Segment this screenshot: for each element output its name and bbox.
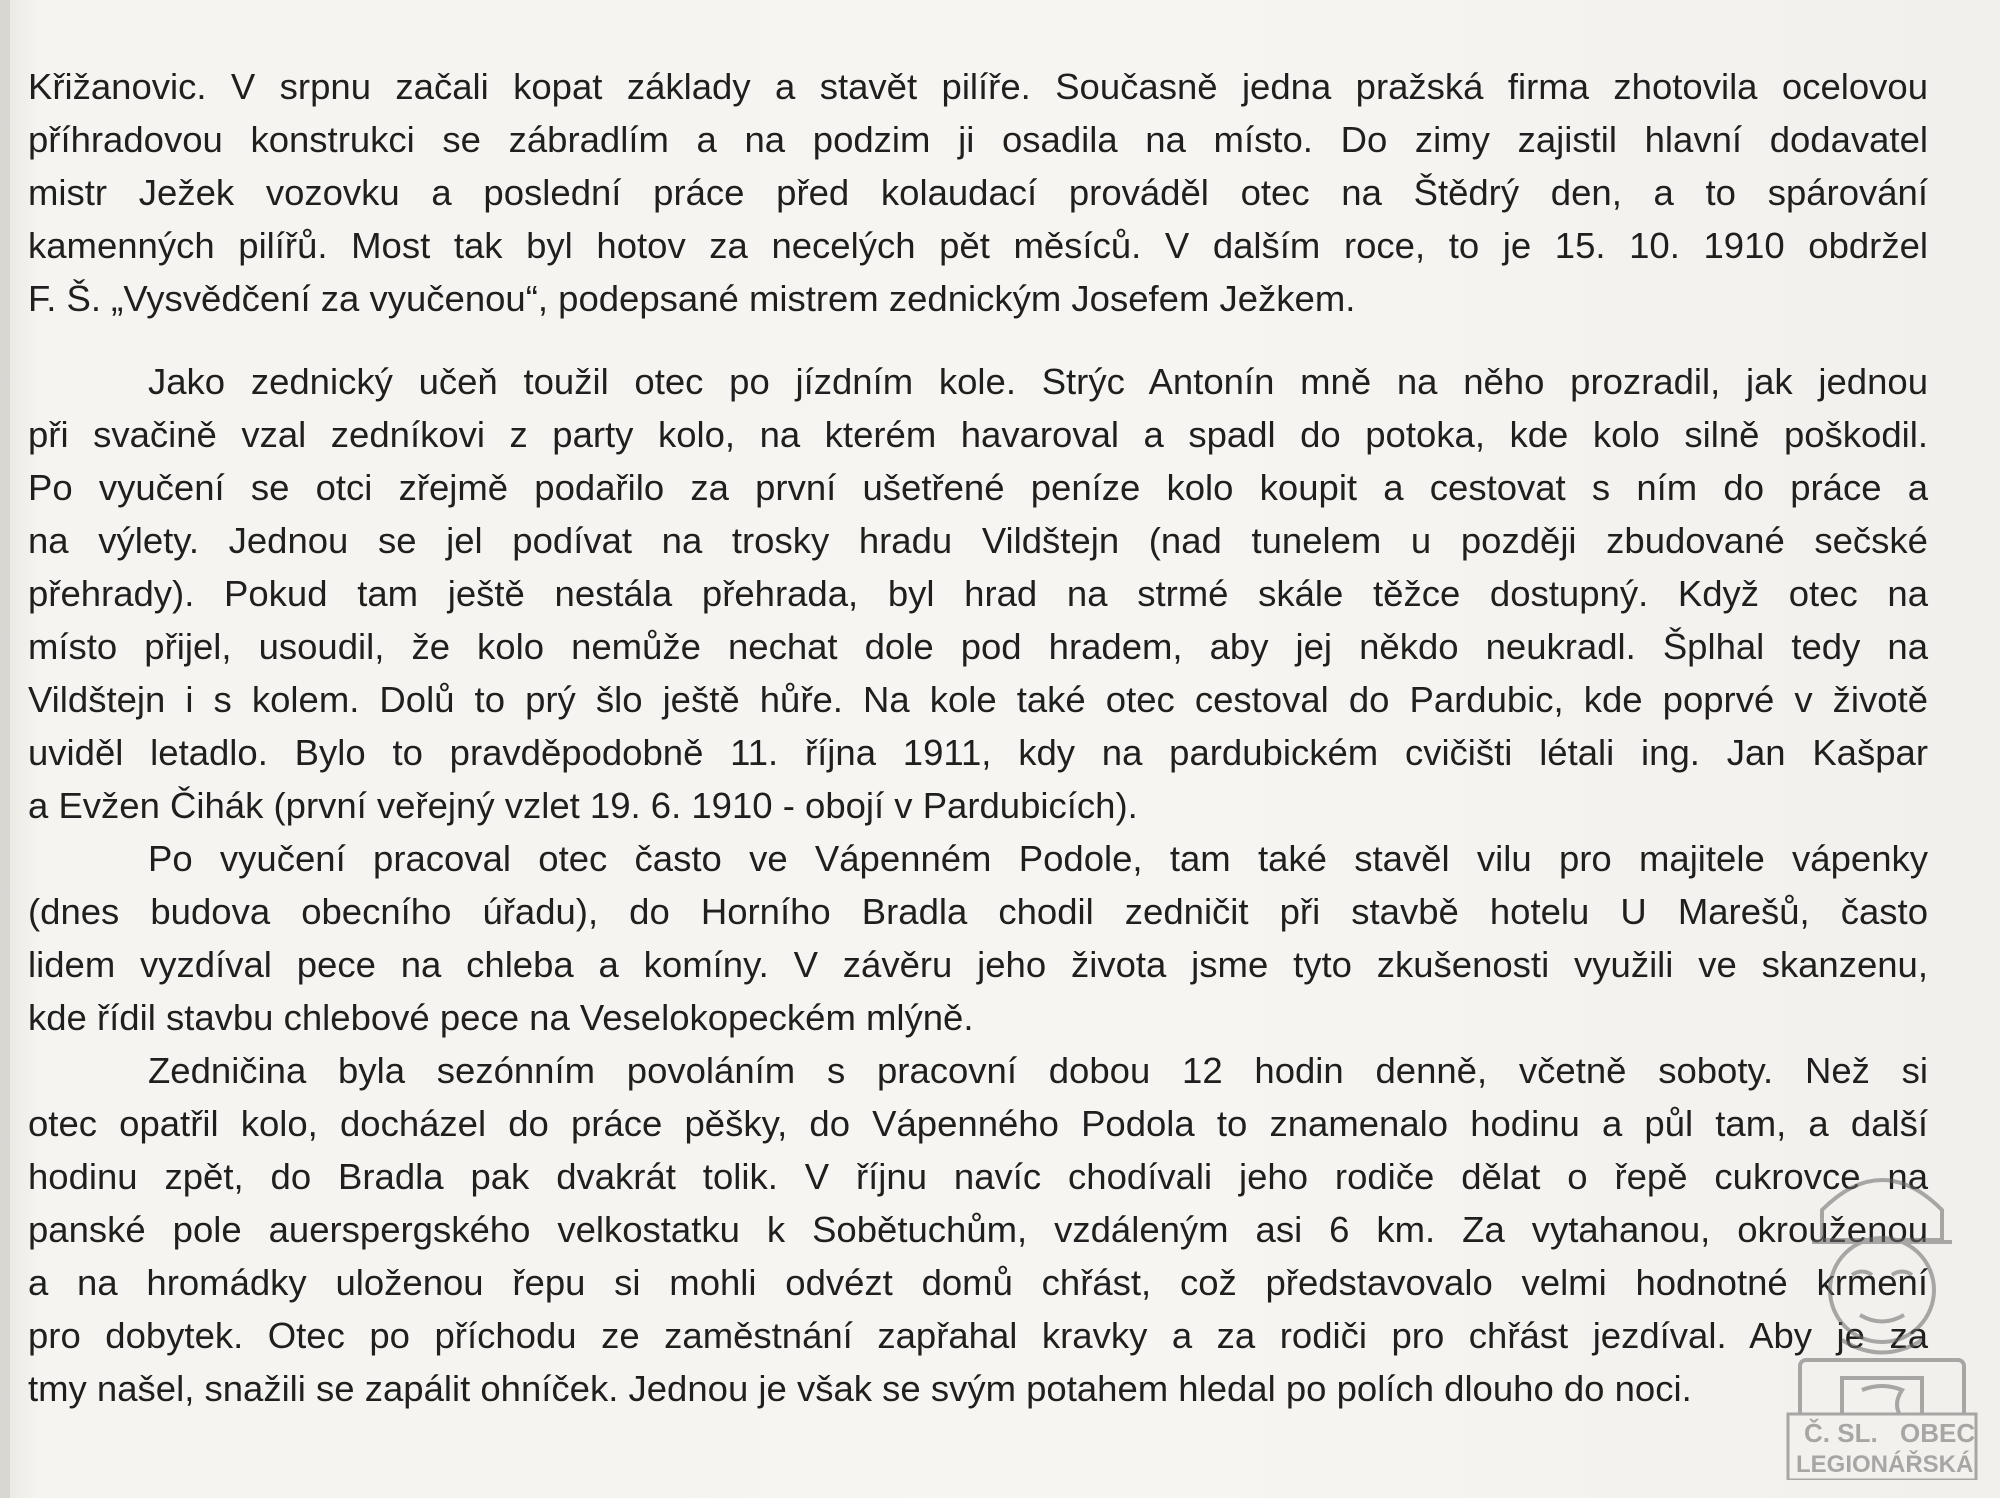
stamp-text-legionarska: LEGIONÁŘSKÁ bbox=[1796, 1451, 1974, 1478]
text-line: panské pole auerspergského velkostatku k Sobětuchům, vzdáleným asi 6 km. Za vytahanou, okrouženou bbox=[28, 1209, 1928, 1250]
text-line: F. Š. „Vysvědčení za vyučenou“, podepsané mistrem zednickým Josefem Ježkem. bbox=[28, 278, 1356, 319]
stamp-text-csl: Č. SL. bbox=[1804, 1418, 1878, 1448]
text-line: tmy našel, snažili se zapálit ohníček. Jednou je však se svým potahem hledal po polích dlouho do noci. bbox=[28, 1368, 1692, 1409]
text-line: Po vyučení se otci zřejmě podařilo za první ušetřené peníze kolo koupit a cestovat s ním do práce a bbox=[28, 467, 1928, 508]
paragraph-2 bbox=[28, 355, 1928, 832]
paragraph-1 bbox=[28, 60, 1928, 325]
text-line: při svačině vzal zedníkovi z party kolo, na kterém havaroval a spadl do potoka, kde kolo silně poškodil. bbox=[28, 414, 1928, 455]
legion-society-watermark bbox=[1782, 1150, 1982, 1480]
text-line: a Evžen Čihák (první veřejný vzlet 19. 6. 1910 - obojí v Pardubicích). bbox=[28, 785, 1138, 826]
text-line: a na hromádky uloženou řepu si mohli odvézt domů chřást, což představovalo velmi hodnotné krmení bbox=[28, 1262, 1928, 1303]
text-line: otec opatřil kolo, docházel do práce pěšky, do Vápenného Podola to znamenalo hodinu a půl tam, a další bbox=[28, 1103, 1928, 1144]
text-line: mistr Ježek vozovku a poslední práce před kolaudací prováděl otec na Štědrý den, a to spárování bbox=[28, 172, 1928, 213]
text-line: Vildštejn i s kolem. Dolů to prý šlo ještě hůře. Na kole také otec cestoval do Pardubic, kde poprvé v životě bbox=[28, 679, 1928, 720]
text-line: Křižanovic. V srpnu začali kopat základy a stavět pilíře. Současně jedna pražská firma zhotovila ocelovou bbox=[28, 66, 1928, 107]
document-body bbox=[28, 60, 1928, 1415]
text-line: Po vyučení pracoval otec často ve Vápenném Podole, tam také stavěl vilu pro majitele vápenky bbox=[148, 838, 1928, 879]
paragraph-4 bbox=[28, 1044, 1928, 1415]
text-line: kamenných pilířů. Most tak byl hotov za necelých pět měsíců. V dalším roce, to je 15. 10. 1910 obdržel bbox=[28, 225, 1928, 266]
watermark-emblem-icon bbox=[1782, 1150, 1982, 1480]
text-line: přehrady). Pokud tam ještě nestála přehrada, byl hrad na strmé skále těžce dostupný. Když otec na bbox=[28, 573, 1928, 614]
text-line: Jako zednický učeň toužil otec po jízdním kole. Strýc Antonín mně na něho prozradil, jak jednou bbox=[148, 361, 1928, 402]
book-gutter-shadow bbox=[0, 0, 10, 1498]
text-line: příhradovou konstrukci se zábradlím a na podzim ji osadila na místo. Do zimy zajistil hlavní dodavatel bbox=[28, 119, 1928, 160]
text-line: hodinu zpět, do Bradla pak dvakrát tolik. V říjnu navíc chodívali jeho rodiče dělat o řepě cukrovce na bbox=[28, 1156, 1928, 1197]
text-line: na výlety. Jednou se jel podívat na trosky hradu Vildštejn (nad tunelem u později zbudované sečské bbox=[28, 520, 1928, 561]
text-line: uviděl letadlo. Bylo to pravděpodobně 11. října 1911, kdy na pardubickém cvičišti létali ing. Jan Kašpar bbox=[28, 732, 1928, 773]
text-line: (dnes budova obecního úřadu), do Horního Bradla chodil zedničit při stavbě hotelu U Marešů, často bbox=[28, 891, 1928, 932]
stamp-text-obec: OBEC bbox=[1900, 1418, 1976, 1448]
text-line: kde řídil stavbu chlebové pece na Veselokopeckém mlýně. bbox=[28, 997, 974, 1038]
text-line: lidem vyzdíval pece na chleba a komíny. V závěru jeho života jsme tyto zkušenosti využili ve skanzenu, bbox=[28, 944, 1928, 985]
text-line: místo přijel, usoudil, že kolo nemůže nechat dole pod hradem, aby jej někdo neukradl. Šplhal tedy na bbox=[28, 626, 1928, 667]
paragraph-3 bbox=[28, 832, 1928, 1044]
text-line: pro dobytek. Otec po příchodu ze zaměstnání zapřahal kravky a za rodiči pro chřást jezdíval. Aby je za bbox=[28, 1315, 1928, 1356]
text-line: Zedničina byla sezónním povoláním s pracovní dobou 12 hodin denně, včetně soboty. Než si bbox=[148, 1050, 1928, 1091]
